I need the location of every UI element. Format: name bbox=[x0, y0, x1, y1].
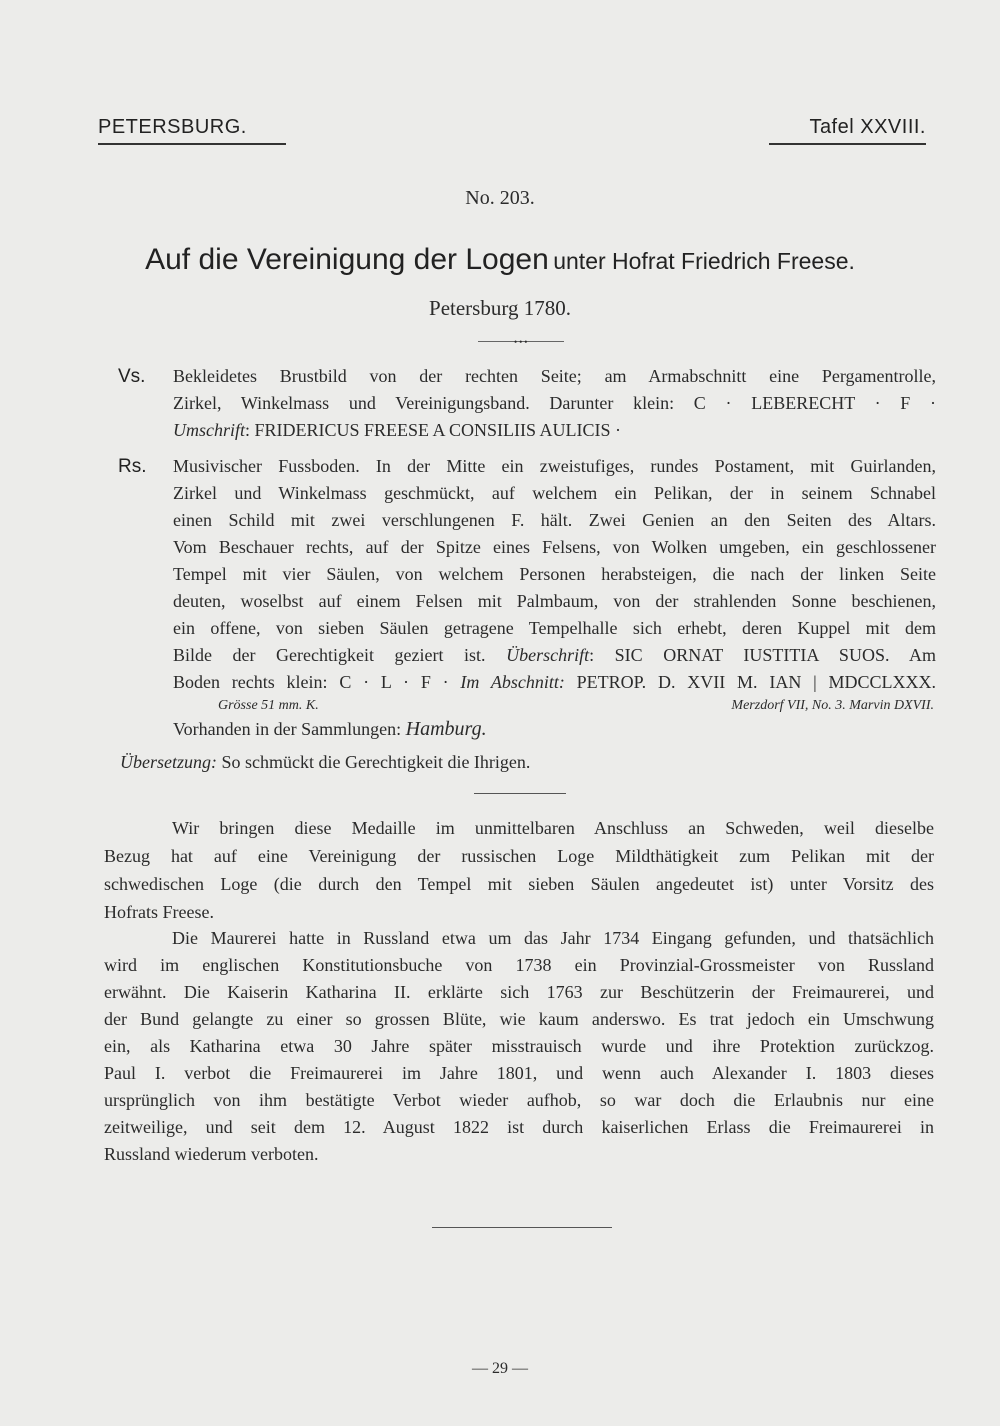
paragraph-line: ein, als Katharina etwa 30 Jahre später misstrauisch wurde und ihre Protektion zurückzog. bbox=[104, 1036, 934, 1056]
paragraph-line: Wir bringen diese Medaille im unmittelbaren Anschluss an Schweden, weil dieselbe bbox=[172, 818, 934, 838]
paragraph-line: schwedischen Loge (die durch den Tempel mit sieben Säulen angedeutet ist) unter Vorsitz des bbox=[104, 874, 934, 894]
paragraph-line: Paul I. verbot die Freimaurerei im Jahre 1801, und wenn auch Alexander I. 1803 dieses bbox=[104, 1063, 934, 1083]
medal-number: No. 203. bbox=[465, 187, 535, 209]
ornament-divider: ••• bbox=[478, 340, 564, 344]
paragraph-line: Hofrats Freese. bbox=[104, 902, 214, 922]
paragraph-line: Bezug hat auf eine Vereinigung der russischen Loge Mildthätigkeit zum Pelikan mit der bbox=[104, 846, 934, 866]
reverse-label: Rs. bbox=[118, 456, 147, 477]
end-divider bbox=[432, 1227, 612, 1228]
title-main: Auf die Vereinigung der Logen bbox=[145, 243, 549, 276]
paragraph-line: wird im englischen Konstitutionsbuche von 1738 ein Provinzial-Grossmeister von Russland bbox=[104, 955, 934, 975]
reverse-line: Tempel mit vier Säulen, von welchem Personen herabsteigen, die nach der linken Seite bbox=[173, 564, 936, 584]
page-title bbox=[0, 243, 1000, 277]
inscription-text: : SIC ORNAT IUSTITIA SUOS. Am bbox=[589, 645, 937, 665]
inscription-label: Überschrift bbox=[506, 645, 590, 665]
paragraph-line: zeitweilige, und seit dem 12. August 1822 ist durch kaiserlichen Erlass die Freimaurerei in bbox=[104, 1117, 934, 1137]
reverse-line bbox=[173, 672, 936, 693]
reverse-line: einen Schild mit zwei verschlungenen F. hält. Zwei Genien an den Seiten des Altars. bbox=[173, 510, 936, 530]
page-number: — 29 — bbox=[472, 1360, 528, 1377]
collection-place: Hamburg. bbox=[405, 718, 487, 740]
reverse-line: deuten, woselbst auf einem Felsen mit Palmbaum, von der strahlenden Sonne beschienen, bbox=[173, 591, 936, 611]
catalog-references: Merzdorf VII, No. 3. Marvin DXVII. bbox=[731, 698, 934, 713]
exergue-text: PETROP. D. XVII M. IAN | MDCCLXXX. bbox=[576, 672, 937, 692]
obverse-line: Bekleidetes Brustbild von der rechten Seite; am Armabschnitt eine Pergamentrolle, bbox=[173, 366, 936, 386]
reverse-text: Bilde der Gerechtigkeit geziert ist. bbox=[173, 645, 486, 665]
exergue-label: Im Abschnitt: bbox=[460, 672, 565, 692]
obverse-label: Vs. bbox=[118, 366, 146, 387]
translation-line bbox=[120, 752, 883, 773]
title-rest: unter Hofrat Friedrich Freese. bbox=[553, 248, 855, 274]
reverse-line: Vom Beschauer rechts, auf der Spitze eines Felsens, von Wolken umgeben, ein geschlossener bbox=[173, 537, 936, 557]
collection-line bbox=[173, 718, 936, 741]
legend-label: Umschrift bbox=[173, 420, 245, 440]
paragraph-line: Die Maurerei hatte in Russland etwa um das Jahr 1734 Eingang gefunden, und thatsächlich bbox=[172, 928, 934, 948]
paragraph-line: der Bund gelangte zu einer so grossen Blüte, wie kaum anderswo. Es trat jedoch ein Umschwung bbox=[104, 1009, 934, 1029]
translation-label: Übersetzung: bbox=[120, 752, 217, 772]
header-city: PETERSBURG. bbox=[98, 116, 286, 145]
paragraph-line: ursprünglich von ihm bestätigte Verbot wieder aufhob, so war doch die Erlaubnis nur eine bbox=[104, 1090, 934, 1110]
legend-text: : FRIDERICUS FREESE A CONSILIIS AULICIS · bbox=[245, 420, 622, 440]
obverse-line bbox=[173, 420, 936, 441]
paragraph-line: Russland wiederum verboten. bbox=[104, 1144, 319, 1164]
header-plate: Tafel XXVIII. bbox=[769, 116, 926, 145]
reverse-line bbox=[173, 645, 936, 666]
place-date: Petersburg 1780. bbox=[429, 296, 571, 320]
medal-size: Grösse 51 mm. K. bbox=[218, 698, 319, 713]
reverse-text: Boden rechts klein: C · L · F · bbox=[173, 672, 449, 692]
reverse-line: ein offene, von sieben Säulen getragene Tempelhalle sich erhebt, deren Kuppel mit dem bbox=[173, 618, 936, 638]
obverse-line: Zirkel, Winkelmass und Vereinigungsband. Darunter klein: C · LEBERECHT · F · bbox=[173, 393, 936, 413]
reverse-line: Zirkel und Winkelmass geschmückt, auf welchem ein Pelikan, der in seinem Schnabel bbox=[173, 483, 936, 503]
paragraph-line: erwähnt. Die Kaiserin Katharina II. erklärte sich 1763 zur Beschützerin der Freimaurerei, und bbox=[104, 982, 934, 1002]
section-divider bbox=[474, 793, 566, 794]
collection-text: Vorhanden in der Sammlungen: bbox=[173, 719, 402, 739]
translation-text: So schmückt die Gerechtigkeit die Ihrigen. bbox=[221, 752, 531, 772]
reverse-line: Musivischer Fussboden. In der Mitte ein zweistufiges, rundes Postament, mit Guirlanden, bbox=[173, 456, 936, 476]
